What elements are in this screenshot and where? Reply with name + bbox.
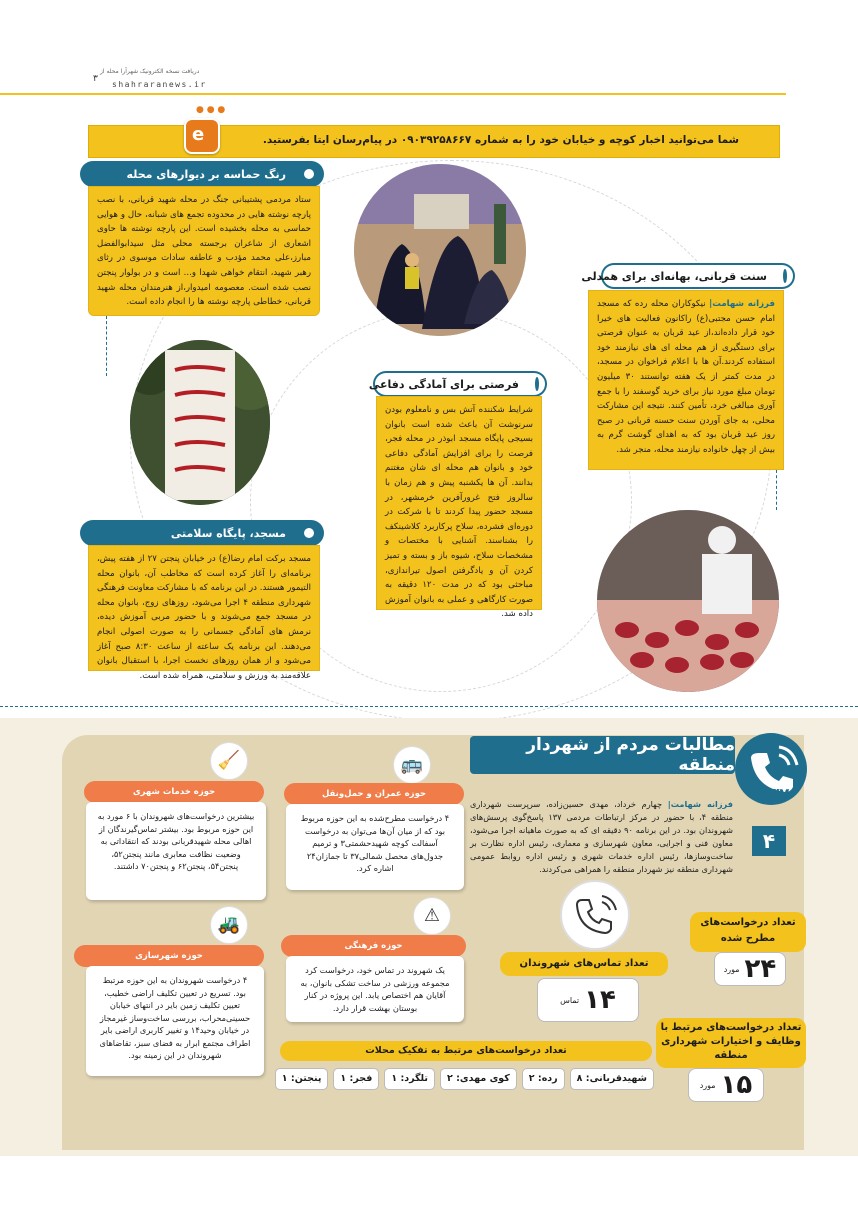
category-urban-planning-title: حوزه شهرسازی [74, 945, 264, 967]
page-number: ۳ [93, 74, 98, 84]
author-name: فرزانه شهامت| [709, 299, 775, 309]
phone-ring-icon [560, 880, 630, 950]
bullet-icon [783, 269, 787, 283]
region-number: ۴ [752, 826, 786, 856]
header-rule [0, 93, 786, 95]
banner-photo-art [130, 340, 270, 505]
header-site[interactable]: shahraranews.ir [112, 80, 207, 89]
header-note: دریافت نسخه الکترونیک شهرآرا محله از [100, 68, 200, 75]
section-sacrifice-title: سنت قربانی، بهانه‌ای برای همدلی [603, 265, 793, 287]
related-value-box [688, 1068, 764, 1102]
phone-number: ۱۳۷ [758, 785, 790, 805]
section-health-title: مسجد، پایگاه سلامتی [82, 522, 322, 544]
broom-icon: 🧹 [210, 742, 248, 780]
section-wall-body: ستاد مردمی پشتیبانی جنگ در محله شهید قربانی، با نصب پارچه نوشته هایی در محدوده تجمع های شبانه، حال و هوایی حماسی به محله بخشیده است. این پارچه نوشته ها حاوی اشعاری از شاعران برجسته محلی مثل سیدابوالفضل مبارز،علی محمد مؤدب و عاطفه سادات موسوی در رثای رهبر شهید، انتقام خواهی شهدا و... است و در بولوار پنجتن نصب شده است. معصومه امیدوار،از هنرمندان محله شهید قربانی، خطاطی پارچه نوشته ها را انجام داده است. [88, 186, 320, 316]
section-wall-title: رنگ حماسه بر دیوارهای محله [82, 163, 322, 185]
neighborhood-tag: رده: ۲ [522, 1068, 565, 1090]
demands-intro [470, 798, 733, 876]
section-sacrifice-body [588, 290, 784, 470]
neighborhood-tag: فجر: ۱ [333, 1068, 379, 1090]
chat-dots: ● ● ● [196, 105, 226, 115]
related-unit: مورد [699, 1080, 716, 1090]
neighborhoods-list [281, 1068, 654, 1090]
bus-icon: 🚌 [393, 746, 431, 784]
neighborhood-tag: پنجتن: ۱ [275, 1068, 329, 1090]
neighborhoods-title: تعداد درخواست‌های مرتبط به تفکیک محلات [280, 1041, 652, 1061]
category-transport-title: حوزه عمران و حمل‌ونقل [284, 783, 464, 805]
meat-photo-art [597, 510, 779, 692]
connector-line [106, 316, 107, 376]
calls-value: ۱۴ [584, 985, 616, 1015]
intro-text: چهارم خرداد، مهدی حسین‌زاده، سرپرست شهرداری منطقه ۴، با حضور در مرکز ارتباطات مردمی ۱۳۷ پاسخ‌گوی پرسش‌های شهروندان بود. در این برنامه ۹۰ دقیقه ای که به صورت ماهیانه اجرا می‌شود، معاون فنی و اجرایی، معاون شهرسازی و معماری، رئیس اداره نظارت بر ساخت‌وسازها، رئیس اداره خدمات شهری و رئیس اداره روابط عمومی شهرداری منطقه نیز شهردار منطقه را همراهی می‌کردند. [470, 799, 733, 874]
bullet-icon [535, 377, 539, 391]
requests-value-box [714, 952, 786, 986]
eitaa-logo-icon: e [184, 118, 220, 154]
category-urban-planning-body: ۴ درخواست شهروندان به این حوزه مرتبط بود. تسریع در تعیین تکلیف اراضی خطیب، تعیین تکلیف زمین بایر در انتهای خیابان حسینی‌محراب، بررسی ساخت‌وساز غیرمجاز در خیابان وحید۱۴ و تغییر کاربری اراضی بایر اطراف مجتمع ابرار به فضای سبز، تقاضاهای شهروندان در این زمینه بود. [86, 966, 264, 1076]
mosque-photo [354, 164, 526, 336]
category-transport-body: ۴ درخواست مطرح‌شده به این حوزه مربوط بود که از میان آن‌ها می‌توان به درخواست آسفالت کوچه شهیدحشمتی۳ و ترمیم جدول‌های محصل شمالی۳۷ تا جمازان۲۴ اشاره کرد. [286, 804, 464, 890]
category-culture-title: حوزه فرهنگی [281, 935, 466, 957]
neighborhood-tag: شهیدقربانی: ۸ [570, 1068, 654, 1090]
requests-value: ۲۴ [744, 954, 777, 984]
section-health-body: مسجد برکت امام رضا(ع) در خیابان پنجتن ۲۷ از هفته پیش، برنامه‌ای را آغاز کرده است که مخاطب آن، بانوان محله التیمور هستند. در این برنامه که با مشارکت معاونت فرهنگی شهرداری منطقه ۴ اجرا می‌شود، روزهای زوج، بانوان محله در مسجد جمع می‌شوند و با حضور مربی آموزش دیده، نرمش های آمادگی جسمانی را به صورت اصولی انجام می‌دهند. این برنامه یک ساعته از ساعت ۸:۳۰ صبح آغاز می‌شود و از همان روزهای نخست اجرا، با استقبال بانوان علاقه‌مند به ورزش و سلامتی، همراه شده است. [88, 545, 320, 671]
demands-title: مطالبات مردم از شهردار منطقه [470, 736, 735, 774]
mosque-photo-art [354, 164, 526, 336]
connector-line [776, 470, 777, 510]
calls-unit: تماس [560, 995, 580, 1005]
related-value: ۱۵ [720, 1070, 753, 1100]
requests-label: تعداد درخواست‌های مطرح شده [690, 912, 806, 952]
meat-photo [597, 510, 779, 692]
bullet-icon [302, 167, 316, 181]
category-urban-services-title: حوزه خدمات شهری [84, 781, 264, 803]
related-label: تعداد درخواست‌های مرتبط با وظایف و اختیارات شهرداری منطقه [656, 1018, 806, 1068]
requests-unit: مورد [723, 964, 740, 974]
category-urban-services-body: بیشترین درخواست‌های شهروندان با ۶ مورد به این حوزه مربوط بود. بیشتر تماس‌گیرندگان از اهالی محله شهیدقربانی بودند که انتقاداتی به وضعیت نظافت معابری مانند پنجتن۵۲، پنجتن۵۴، پنجتن۶۲ و پنجتن۷۰ داشتند. [86, 802, 266, 900]
warning-icon: ⚠ [413, 897, 451, 935]
banner-photo [130, 340, 270, 505]
neighborhood-tag: تلگرد: ۱ [384, 1068, 435, 1090]
category-culture-body: یک شهروند در تماس خود، درخواست کرد مجموعه ورزشی در ساخت تشکی بانوان، به آقایان هم اختصاص یابد. این پروژه در کنار بوستان بهشت قرار دارد. [286, 956, 464, 1022]
neighborhood-tag: کوی مهدی: ۲ [440, 1068, 517, 1090]
author-name: فرزانه شهامت| [667, 799, 733, 809]
banner-text: شما می‌توانید اخبار کوچه و خیابان خود را به شماره ۰۹۰۳۹۲۵۸۶۶۷ در پیام‌رسان ایتا بفرستید. [262, 134, 739, 146]
section-defense-title: فرصتی برای آمادگی دفاعی [375, 373, 545, 395]
section-divider [0, 706, 858, 707]
calls-label: تعداد تماس‌های شهروندان [500, 952, 668, 976]
section-defense-body: شرایط شکننده آتش بس و نامعلوم بودن سرنوشت آن باعث شده است بانوان بسیجی پایگاه مسجد ابوذر در محله فجر، فرصت را برای افزایش آمادگی دفاعی خود و بانوان هم محله ای شان مغتنم بدانند. آن ها یکشنبه پیش و هم زمان با سالروز فتح غرورآفرین خرمشهر، در مسجد حضور پیدا کردند تا با شرکت در دوره‌ای فشرده، سلاح پرکاربرد کلاشینکف را بشناسند. آشنایی با مختصات و مشخصات سلاح، شیوه باز و بسته و تمیز کردن آن و یادگرفتن اصول تیراندازی، مباحثی بود که در مدت ۱۲۰ دقیقه به صورت کارگاهی و عملی به بانوان آموزش داده شد. [376, 396, 542, 610]
sacrifice-text: نیکوکاران محله رده که مسجد امام حسن مجتبی(ع) راکانون فعالیت های خیرا خود قرار داده‌اند،از عید قربان به عنوان فرصتی برای دستگیری از هم محله ای های نیازمند خود استفاده کردند.آن ها با اعلام فراخوان در مسجد، در مدت کمتر از یک هفته توانستند ۳۰ میلیون تومان مبلغ مورد نیاز برای خرید گوسفند را با جمع آوری مبالغی خرد، تأمین کنند. نتیجه این مشارکت محلی، به جای آوردن سنت حسنه قربانی در صبح روز عید قربان بود که به اهدای گوشت گرم به بیش از چهل خانواده نیازمند محله، منجر شد. [597, 299, 775, 455]
calls-value-box [537, 978, 639, 1022]
bulldozer-icon: 🚜 [210, 906, 248, 944]
bullet-icon [302, 526, 316, 540]
